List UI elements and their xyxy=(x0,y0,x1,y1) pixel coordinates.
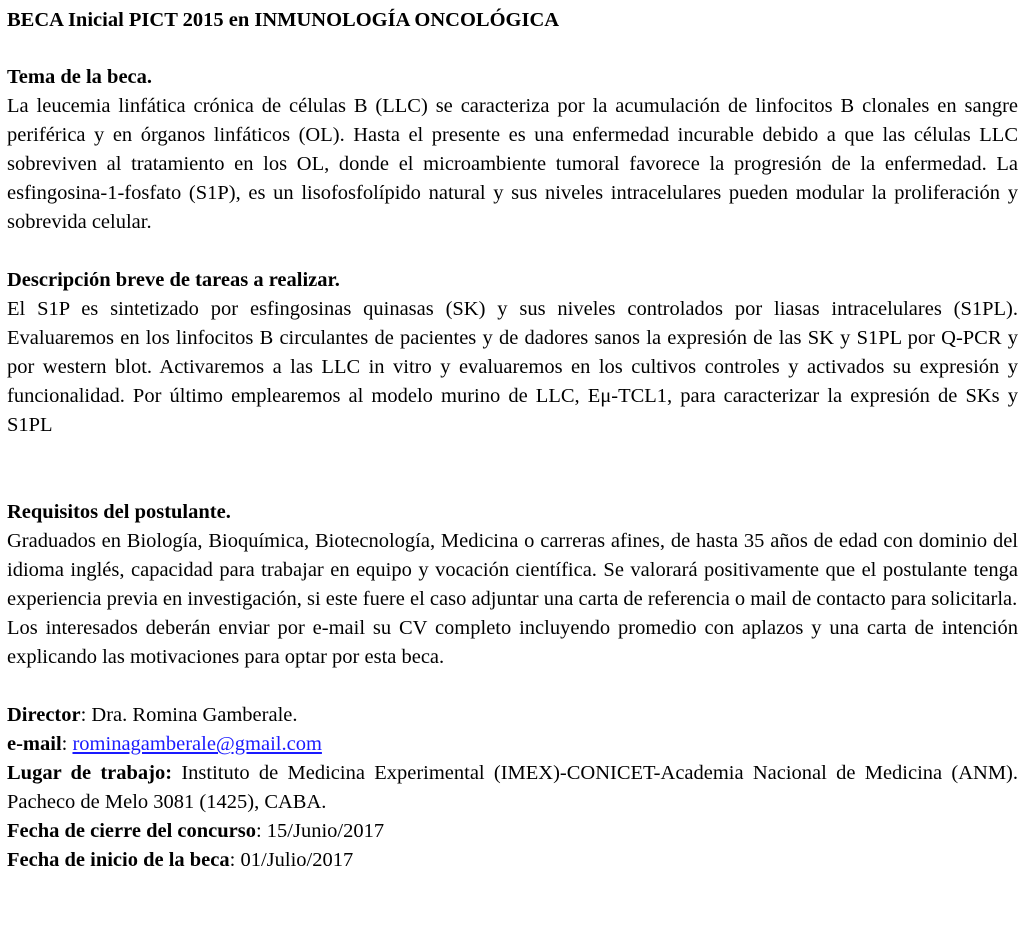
start-date-value: : 01/Julio/2017 xyxy=(229,849,354,871)
section-paragraph: Los interesados deberán enviar por e-mail su CV completo incluyendo promedio con aplazos y una carta de intención explicando las motivaciones para optar por esta beca. xyxy=(7,617,1018,668)
spacer xyxy=(7,672,1018,701)
section-requisitos xyxy=(7,498,1018,672)
workplace-value: Instituto de Medicina Experimental (IMEX)-CONICET-Academia Nacional de Medicina (ANM). Pacheco de Melo 3081 (1425), CABA. xyxy=(7,762,1019,813)
start-date-line xyxy=(7,846,1018,875)
workplace-label: Lugar de trabajo: xyxy=(7,762,173,784)
email-line xyxy=(7,730,1018,759)
section-heading: Tema de la beca. xyxy=(7,66,153,88)
document-title: BECA Inicial PICT 2015 en INMUNOLOGÍA ONCOLÓGICA xyxy=(7,9,560,31)
director-value: : Dra. Romina Gamberale. xyxy=(80,704,298,726)
workplace-line xyxy=(7,759,1018,817)
email-label: e-mail xyxy=(7,733,62,755)
section-tema xyxy=(7,63,1018,237)
section-paragraph: El S1P es sintetizado por esfingosinas quinasas (SK) y sus niveles controlados por liasas intracelulares (S1PL). Evaluaremos en los linfocitos B circulantes de pacientes y de dadores sanos la expresión de las SK y S1PL por Q-PCR y por western blot. Activaremos a las LLC in vitro y evaluaremos en los cultivos controles y activados su expresión y funcionalidad. Por último emplearemos al modelo murino de LLC, Eμ-TCL1, para caracterizar la expresión de SKs y S1PL xyxy=(7,298,1018,436)
closing-date-label: Fecha de cierre del concurso xyxy=(7,820,256,842)
section-tareas xyxy=(7,266,1018,440)
spacer xyxy=(7,237,1018,266)
closing-date-value: : 15/Junio/2017 xyxy=(255,820,385,842)
section-heading: Descripción breve de tareas a realizar. xyxy=(7,269,340,291)
section-heading: Requisitos del postulante. xyxy=(7,501,231,523)
director-line xyxy=(7,701,1018,730)
start-date-label: Fecha de inicio de la beca xyxy=(7,849,230,871)
closing-date-line xyxy=(7,817,1018,846)
section-paragraph: Graduados en Biología, Bioquímica, Biotecnología, Medicina o carreras afines, de hasta 35 años de edad con dominio del idioma inglés, capacidad para trabajar en equipo y vocación científica. Se valorará positivamente que el postulante tenga experiencia previa en investigación, si este fuere el caso adjuntar una carta de referencia o mail de contacto para solicitarla. xyxy=(7,530,1018,610)
email-link[interactable]: rominagamberale@gmail.com xyxy=(72,733,322,755)
director-label: Director xyxy=(7,704,81,726)
details-block xyxy=(7,701,1018,875)
email-separator: : xyxy=(61,733,73,755)
spacer xyxy=(7,440,1018,498)
section-paragraph: La leucemia linfática crónica de células B (LLC) se caracteriza por la acumulación de linfocitos B clonales en sangre periférica y en órganos linfáticos (OL). Hasta el presente es una enfermedad incurable debido a que las células LLC sobreviven al tratamiento en los OL, donde el microambiente tumoral favorece la progresión de la enfermedad. La esfingosina-1-fosfato (S1P), es un lisofosfolípido natural y sus niveles intracelulares pueden modular la proliferación y sobrevida celular. xyxy=(7,95,1018,233)
